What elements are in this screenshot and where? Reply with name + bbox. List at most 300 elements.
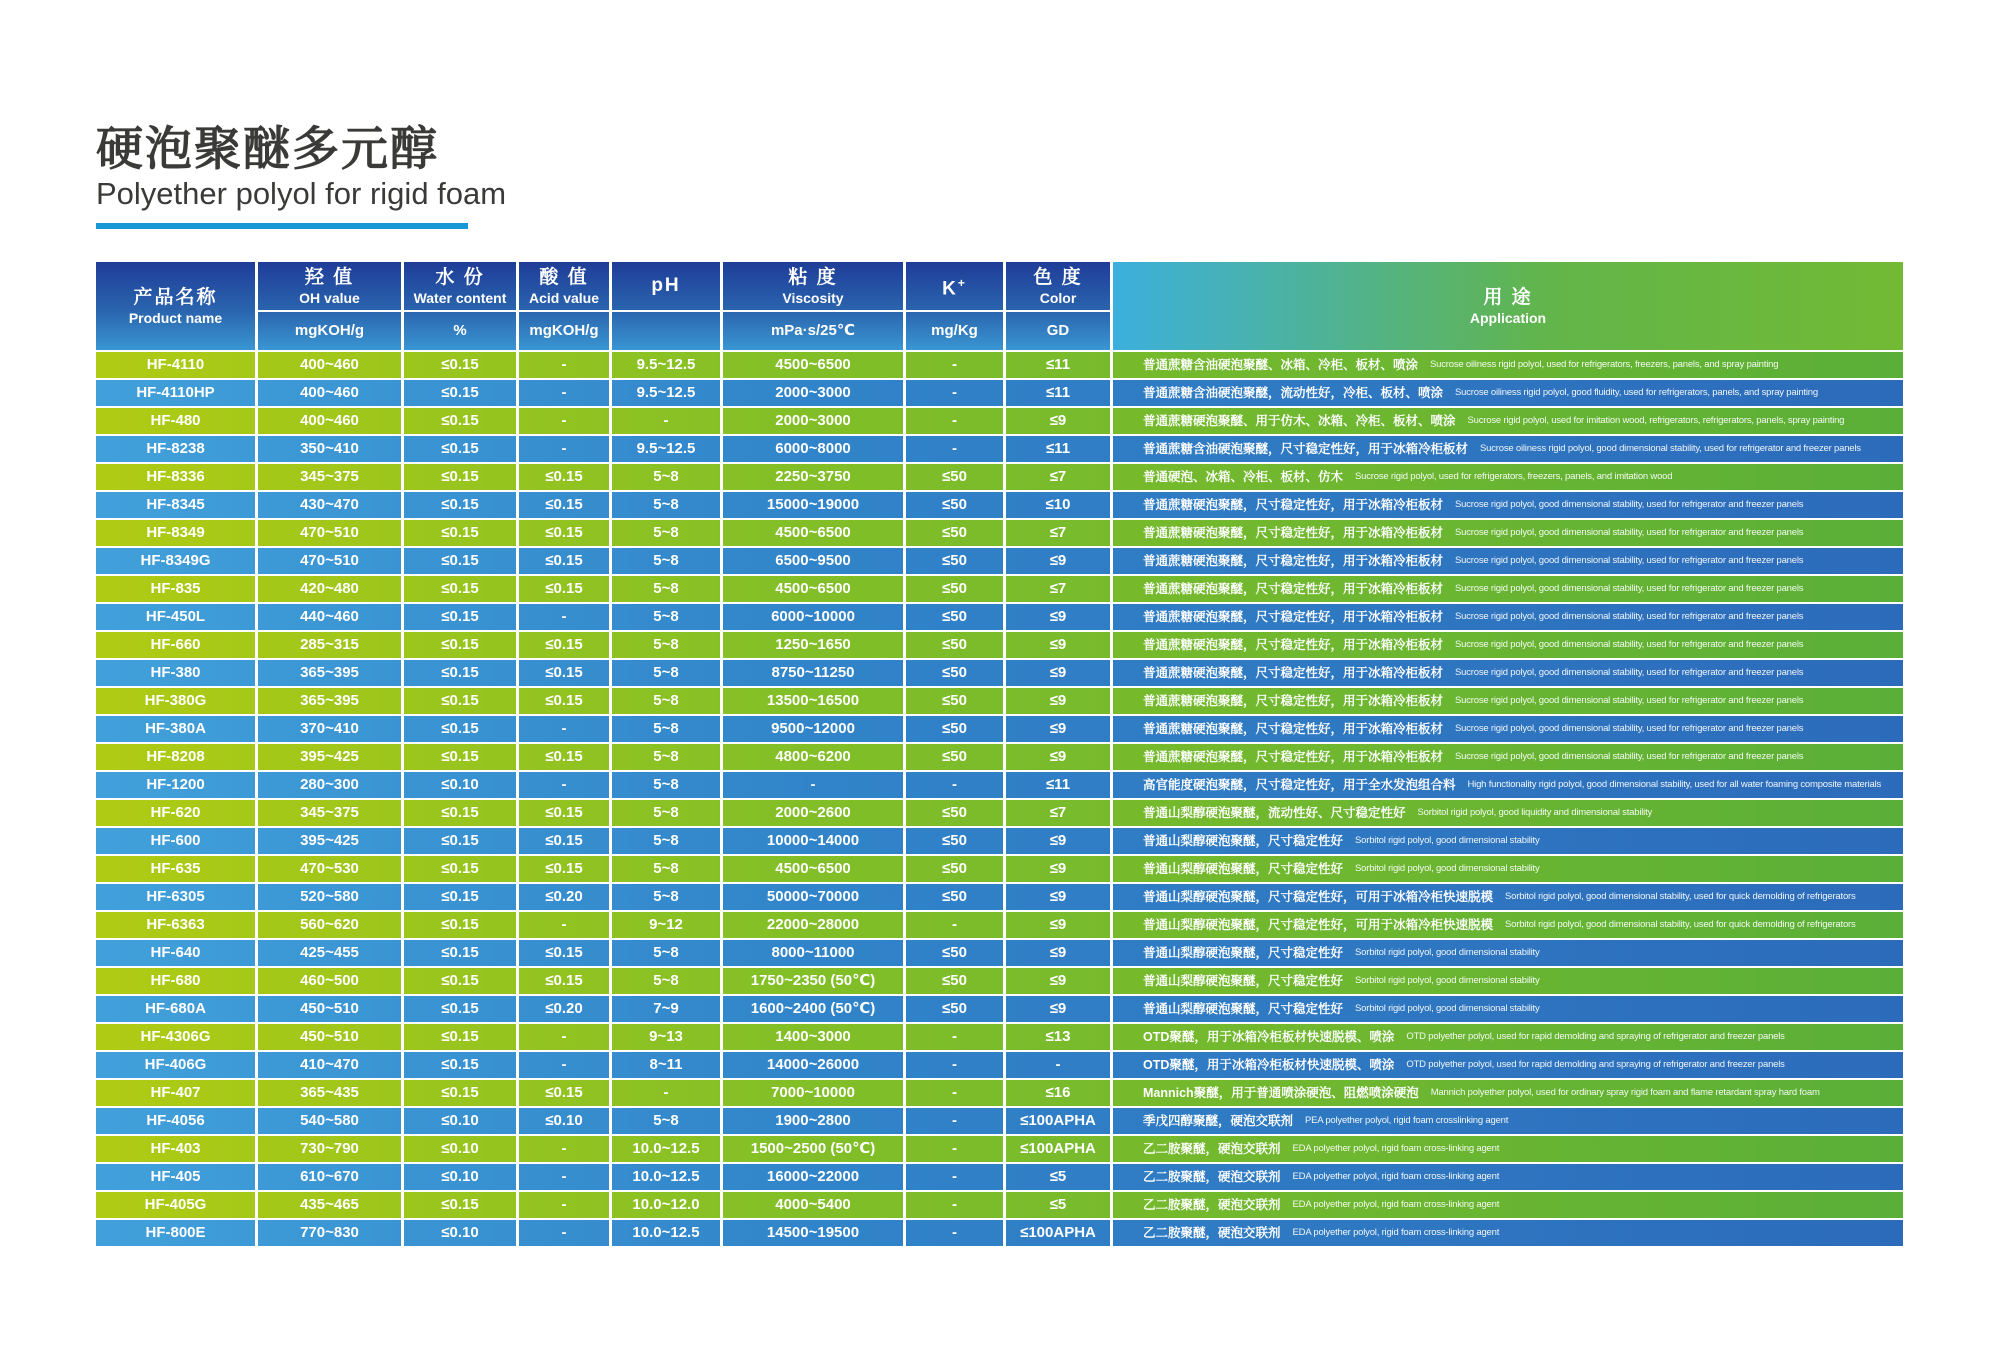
title-underline: [96, 223, 468, 229]
application-cell: [1113, 772, 1903, 798]
product-name-cell: HF-406G: [96, 1052, 258, 1078]
potassium-cell: ≤50: [906, 968, 1006, 994]
water-content-cell: ≤0.15: [404, 1192, 519, 1218]
color-cell: ≤9: [1006, 940, 1113, 966]
product-name-cell: HF-8336: [96, 464, 258, 490]
application-cell: [1113, 716, 1903, 742]
application-text-en: Sorbitol rigid polyol, good dimensional stability: [1355, 863, 1540, 874]
potassium-cell: ≤50: [906, 688, 1006, 714]
acid-value-cell: ≤0.15: [519, 828, 612, 854]
product-name-cell: HF-450L: [96, 604, 258, 630]
header-label-en: Acid value: [528, 289, 600, 306]
color-cell: ≤7: [1006, 800, 1113, 826]
color-cell: ≤7: [1006, 520, 1113, 546]
ph-cell: 5~8: [612, 492, 723, 518]
acid-value-cell: ≤0.10: [519, 1108, 612, 1134]
application-text-cn: 乙二胺聚醚，硬泡交联剂: [1143, 1198, 1281, 1212]
table-row: [96, 856, 1903, 882]
viscosity-cell: 13500~16500: [723, 688, 906, 714]
product-name-cell: HF-8345: [96, 492, 258, 518]
color-cell: -: [1006, 1052, 1113, 1078]
potassium-cell: ≤50: [906, 884, 1006, 910]
application-text-en: Sucrose rigid polyol, good dimensional stability, used for refrigerator and freezer panels: [1455, 611, 1804, 622]
oh-value-cell: 425~455: [258, 940, 404, 966]
application-text-en: Sucrose rigid polyol, good dimensional stability, used for refrigerator and freezer panels: [1455, 555, 1804, 566]
color-cell: ≤9: [1006, 968, 1113, 994]
potassium-cell: ≤50: [906, 492, 1006, 518]
application-text-cn: 普通山梨醇硬泡聚醚，尺寸稳定性好: [1143, 834, 1344, 848]
application-text-en: EDA polyether polyol, rigid foam cross-linking agent: [1292, 1143, 1500, 1154]
ph-cell: 5~8: [612, 772, 723, 798]
application-text-cn: 普通山梨醇硬泡聚醚，尺寸稳定性好，可用于冰箱冷柜快速脱模: [1143, 918, 1494, 932]
water-content-cell: ≤0.15: [404, 436, 519, 462]
viscosity-cell: 1750~2350 (50℃): [723, 968, 906, 994]
ph-cell: 5~8: [612, 856, 723, 882]
table-row: [96, 912, 1903, 938]
acid-value-cell: -: [519, 1052, 612, 1078]
ph-cell: 10.0~12.5: [612, 1164, 723, 1190]
application-text-cn: 普通山梨醇硬泡聚醚，尺寸稳定性好: [1143, 946, 1344, 960]
col-header-acid-value: [519, 262, 612, 350]
potassium-cell: -: [906, 352, 1006, 378]
table-row: [96, 1080, 1903, 1106]
potassium-superscript: +: [957, 275, 967, 290]
header-unit: [612, 312, 720, 348]
oh-value-cell: 770~830: [258, 1220, 404, 1246]
application-text-cn: 普通蔗糖硬泡聚醚，尺寸稳定性好，用于冰箱冷柜板材: [1143, 638, 1444, 652]
application-text-en: Sorbitol rigid polyol, good dimensional stability: [1355, 975, 1540, 986]
application-text-cn: 普通山梨醇硬泡聚醚，尺寸稳定性好，可用于冰箱冷柜快速脱模: [1143, 890, 1494, 904]
product-name-cell: HF-660: [96, 632, 258, 658]
color-cell: ≤9: [1006, 632, 1113, 658]
potassium-cell: ≤50: [906, 940, 1006, 966]
application-text-en: Sucrose oiliness rigid polyol, good fluidity, used for refrigerators, panels, and spray painting: [1455, 387, 1818, 398]
ph-cell: 8~11: [612, 1052, 723, 1078]
header-label-cn: pH: [651, 275, 681, 296]
product-name-cell: HF-380A: [96, 716, 258, 742]
ph-cell: 5~8: [612, 660, 723, 686]
acid-value-cell: ≤0.15: [519, 660, 612, 686]
header-label-cn: 色 度: [1033, 266, 1083, 288]
water-content-cell: ≤0.15: [404, 828, 519, 854]
application-text-cn: 普通硬泡、冰箱、冷柜、板材、仿木: [1143, 470, 1344, 484]
ph-cell: 5~8: [612, 968, 723, 994]
header-label-en: Product name: [128, 309, 223, 326]
page-title: 硬泡聚醚多元醇: [96, 122, 439, 175]
water-content-cell: ≤0.15: [404, 520, 519, 546]
application-text-cn: 普通蔗糖硬泡聚醚，尺寸稳定性好，用于冰箱冷柜板材: [1143, 666, 1444, 680]
acid-value-cell: ≤0.20: [519, 884, 612, 910]
product-name-cell: HF-380G: [96, 688, 258, 714]
potassium-cell: ≤50: [906, 744, 1006, 770]
ph-cell: 10.0~12.5: [612, 1136, 723, 1162]
acid-value-cell: -: [519, 408, 612, 434]
acid-value-cell: -: [519, 1024, 612, 1050]
acid-value-cell: ≤0.15: [519, 744, 612, 770]
product-name-cell: HF-600: [96, 828, 258, 854]
acid-value-cell: -: [519, 1192, 612, 1218]
color-cell: ≤5: [1006, 1164, 1113, 1190]
color-cell: ≤7: [1006, 464, 1113, 490]
table-header: [96, 262, 1903, 350]
product-table: [96, 262, 1903, 1246]
oh-value-cell: 400~460: [258, 408, 404, 434]
application-text-cn: 乙二胺聚醚，硬泡交联剂: [1143, 1142, 1281, 1156]
acid-value-cell: ≤0.15: [519, 632, 612, 658]
potassium-cell: -: [906, 1164, 1006, 1190]
product-name-cell: HF-4306G: [96, 1024, 258, 1050]
color-cell: ≤11: [1006, 352, 1113, 378]
application-cell: [1113, 436, 1903, 462]
application-text-cn: 普通蔗糖硬泡聚醚，尺寸稳定性好，用于冰箱冷柜板材: [1143, 498, 1444, 512]
viscosity-cell: 8750~11250: [723, 660, 906, 686]
application-text-en: Sorbitol rigid polyol, good dimensional stability, used for quick demolding of refrigerators: [1505, 919, 1856, 930]
oh-value-cell: 610~670: [258, 1164, 404, 1190]
acid-value-cell: -: [519, 436, 612, 462]
application-cell: [1113, 856, 1903, 882]
application-cell: [1113, 408, 1903, 434]
application-cell: [1113, 884, 1903, 910]
col-header-potassium: [906, 262, 1006, 350]
oh-value-cell: 470~530: [258, 856, 404, 882]
potassium-cell: ≤50: [906, 632, 1006, 658]
table-row: [96, 1136, 1903, 1162]
application-cell: [1113, 1164, 1903, 1190]
col-header-water-content: [404, 262, 519, 350]
oh-value-cell: 420~480: [258, 576, 404, 602]
potassium-cell: -: [906, 436, 1006, 462]
color-cell: ≤100APHA: [1006, 1136, 1113, 1162]
application-text-en: OTD polyether polyol, used for rapid demolding and spraying of refrigerator and freezer panels: [1406, 1031, 1785, 1042]
application-cell: [1113, 912, 1903, 938]
water-content-cell: ≤0.15: [404, 716, 519, 742]
ph-cell: 5~8: [612, 828, 723, 854]
ph-cell: 9~12: [612, 912, 723, 938]
ph-cell: 5~8: [612, 520, 723, 546]
table-row: [96, 520, 1903, 546]
product-name-cell: HF-8349: [96, 520, 258, 546]
acid-value-cell: -: [519, 912, 612, 938]
application-cell: [1113, 1024, 1903, 1050]
color-cell: ≤9: [1006, 884, 1113, 910]
water-content-cell: ≤0.15: [404, 632, 519, 658]
application-cell: [1113, 800, 1903, 826]
header-label-en: Viscosity: [782, 289, 844, 306]
oh-value-cell: 450~510: [258, 996, 404, 1022]
table-row: [96, 1220, 1903, 1246]
application-cell: [1113, 1136, 1903, 1162]
application-cell: [1113, 380, 1903, 406]
color-cell: ≤9: [1006, 912, 1113, 938]
oh-value-cell: 450~510: [258, 1024, 404, 1050]
application-text-cn: Mannich聚醚，用于普通喷涂硬泡、阻燃喷涂硬泡: [1143, 1086, 1419, 1100]
potassium-cell: -: [906, 380, 1006, 406]
color-cell: ≤9: [1006, 716, 1113, 742]
application-cell: [1113, 1192, 1903, 1218]
water-content-cell: ≤0.15: [404, 408, 519, 434]
application-cell: [1113, 1108, 1903, 1134]
table-row: [96, 996, 1903, 1022]
ph-cell: 5~8: [612, 464, 723, 490]
water-content-cell: ≤0.15: [404, 1080, 519, 1106]
product-name-cell: HF-8208: [96, 744, 258, 770]
application-text-en: EDA polyether polyol, rigid foam cross-linking agent: [1292, 1199, 1500, 1210]
acid-value-cell: ≤0.15: [519, 464, 612, 490]
water-content-cell: ≤0.15: [404, 940, 519, 966]
table-row: [96, 660, 1903, 686]
potassium-cell: ≤50: [906, 996, 1006, 1022]
oh-value-cell: 470~510: [258, 548, 404, 574]
application-text-cn: 乙二胺聚醚，硬泡交联剂: [1143, 1226, 1281, 1240]
acid-value-cell: ≤0.15: [519, 548, 612, 574]
water-content-cell: ≤0.15: [404, 548, 519, 574]
header-cell: [723, 262, 903, 312]
ph-cell: 5~8: [612, 884, 723, 910]
viscosity-cell: 14000~26000: [723, 1052, 906, 1078]
application-text-en: Sorbitol rigid polyol, good liquidity and dimensional stability: [1417, 807, 1653, 818]
table-row: [96, 828, 1903, 854]
application-text-cn: 普通山梨醇硬泡聚醚，流动性好、尺寸稳定性好: [1143, 806, 1406, 820]
application-cell: [1113, 464, 1903, 490]
viscosity-cell: 1500~2500 (50℃): [723, 1136, 906, 1162]
product-name-cell: HF-407: [96, 1080, 258, 1106]
application-cell: [1113, 520, 1903, 546]
application-cell: [1113, 604, 1903, 630]
oh-value-cell: 395~425: [258, 744, 404, 770]
application-text-en: Sorbitol rigid polyol, good dimensional stability, used for quick demolding of refrigerators: [1505, 891, 1856, 902]
product-name-cell: HF-680A: [96, 996, 258, 1022]
application-text-cn: 普通蔗糖硬泡聚醚、用于仿木、冰箱、冷柜、板材、喷涂: [1143, 414, 1456, 428]
header-label-cn: 羟 值: [304, 266, 355, 288]
oh-value-cell: 430~470: [258, 492, 404, 518]
product-name-cell: HF-6305: [96, 884, 258, 910]
header-cell: [519, 262, 609, 312]
color-cell: ≤11: [1006, 772, 1113, 798]
ph-cell: 5~8: [612, 716, 723, 742]
acid-value-cell: ≤0.15: [519, 800, 612, 826]
potassium-cell: ≤50: [906, 716, 1006, 742]
application-cell: [1113, 968, 1903, 994]
application-cell: [1113, 660, 1903, 686]
color-cell: ≤9: [1006, 688, 1113, 714]
product-name-cell: HF-1200: [96, 772, 258, 798]
application-cell: [1113, 1052, 1903, 1078]
product-name-cell: HF-8349G: [96, 548, 258, 574]
ph-cell: 10.0~12.5: [612, 1220, 723, 1246]
table-row: [96, 800, 1903, 826]
application-text-en: Sucrose rigid polyol, good dimensional stability, used for refrigerator and freezer panels: [1455, 499, 1804, 510]
header-label-en: Application: [1469, 309, 1547, 326]
ph-cell: 9.5~12.5: [612, 436, 723, 462]
table-row: [96, 408, 1903, 434]
viscosity-cell: 9500~12000: [723, 716, 906, 742]
header-unit: mPa·s/25℃: [770, 322, 856, 339]
application-cell: [1113, 1220, 1903, 1246]
viscosity-cell: 1250~1650: [723, 632, 906, 658]
application-text-en: Sucrose rigid polyol, good dimensional stability, used for refrigerator and freezer panels: [1455, 639, 1804, 650]
product-name-cell: HF-620: [96, 800, 258, 826]
acid-value-cell: -: [519, 716, 612, 742]
application-text-cn: 普通山梨醇硬泡聚醚，尺寸稳定性好: [1143, 1002, 1344, 1016]
application-text-cn: 普通蔗糖硬泡聚醚，尺寸稳定性好，用于冰箱冷柜板材: [1143, 750, 1444, 764]
viscosity-cell: 2250~3750: [723, 464, 906, 490]
viscosity-cell: 4500~6500: [723, 576, 906, 602]
potassium-cell: -: [906, 1080, 1006, 1106]
application-text-en: Sucrose oiliness rigid polyol, used for refrigerators, freezers, panels, and spray painting: [1430, 359, 1779, 370]
water-content-cell: ≤0.15: [404, 912, 519, 938]
potassium-cell: ≤50: [906, 828, 1006, 854]
application-text-cn: 普通蔗糖硬泡聚醚，尺寸稳定性好，用于冰箱冷柜板材: [1143, 582, 1444, 596]
product-name-cell: HF-405: [96, 1164, 258, 1190]
table-row: [96, 744, 1903, 770]
acid-value-cell: ≤0.15: [519, 576, 612, 602]
product-name-cell: HF-800E: [96, 1220, 258, 1246]
application-text-cn: 普通蔗糖含油硬泡聚醚、冰箱、冷柜、板材、喷涂: [1143, 358, 1419, 372]
viscosity-cell: 1600~2400 (50℃): [723, 996, 906, 1022]
color-cell: ≤9: [1006, 996, 1113, 1022]
table-body: [96, 352, 1903, 1246]
potassium-cell: -: [906, 1024, 1006, 1050]
application-text-cn: 普通蔗糖含油硬泡聚醚，尺寸稳定性好，用于冰箱冷柜板材: [1143, 442, 1469, 456]
water-content-cell: ≤0.15: [404, 380, 519, 406]
application-text-en: Sucrose rigid polyol, good dimensional stability, used for refrigerator and freezer panels: [1455, 695, 1804, 706]
application-text-en: Sucrose rigid polyol, used for refrigerators, freezers, panels, and imitation wood: [1355, 471, 1673, 482]
acid-value-cell: ≤0.15: [519, 492, 612, 518]
water-content-cell: ≤0.10: [404, 772, 519, 798]
oh-value-cell: 365~435: [258, 1080, 404, 1106]
water-content-cell: ≤0.15: [404, 1024, 519, 1050]
oh-value-cell: 440~460: [258, 604, 404, 630]
ph-cell: -: [612, 1080, 723, 1106]
product-name-cell: HF-4110: [96, 352, 258, 378]
header-cell: [906, 262, 1003, 312]
ph-cell: 5~8: [612, 688, 723, 714]
ph-cell: 7~9: [612, 996, 723, 1022]
acid-value-cell: -: [519, 1220, 612, 1246]
viscosity-cell: 22000~28000: [723, 912, 906, 938]
water-content-cell: ≤0.15: [404, 856, 519, 882]
color-cell: ≤11: [1006, 436, 1113, 462]
potassium-cell: -: [906, 772, 1006, 798]
table-row: [96, 940, 1903, 966]
table-row: [96, 772, 1903, 798]
viscosity-cell: 4800~6200: [723, 744, 906, 770]
color-cell: ≤100APHA: [1006, 1108, 1113, 1134]
acid-value-cell: ≤0.15: [519, 968, 612, 994]
color-cell: ≤9: [1006, 744, 1113, 770]
table-row: [96, 604, 1903, 630]
water-content-cell: ≤0.15: [404, 352, 519, 378]
potassium-cell: ≤50: [906, 576, 1006, 602]
potassium-cell: ≤50: [906, 604, 1006, 630]
acid-value-cell: ≤0.20: [519, 996, 612, 1022]
application-text-en: Sorbitol rigid polyol, good dimensional stability: [1355, 1003, 1540, 1014]
potassium-cell: -: [906, 912, 1006, 938]
product-name-cell: HF-4110HP: [96, 380, 258, 406]
application-text-cn: 普通蔗糖硬泡聚醚，尺寸稳定性好，用于冰箱冷柜板材: [1143, 554, 1444, 568]
viscosity-cell: 7000~10000: [723, 1080, 906, 1106]
oh-value-cell: 410~470: [258, 1052, 404, 1078]
water-content-cell: ≤0.15: [404, 968, 519, 994]
ph-cell: 5~8: [612, 632, 723, 658]
acid-value-cell: -: [519, 352, 612, 378]
color-cell: ≤100APHA: [1006, 1220, 1113, 1246]
table-row: [96, 632, 1903, 658]
application-text-cn: 普通蔗糖硬泡聚醚，尺寸稳定性好，用于冰箱冷柜板材: [1143, 610, 1444, 624]
product-name-cell: HF-405G: [96, 1192, 258, 1218]
application-cell: [1113, 744, 1903, 770]
table-row: [96, 548, 1903, 574]
ph-cell: 5~8: [612, 940, 723, 966]
application-cell: [1113, 940, 1903, 966]
color-cell: ≤9: [1006, 408, 1113, 434]
header-unit: mgKOH/g: [294, 321, 365, 339]
acid-value-cell: ≤0.15: [519, 688, 612, 714]
oh-value-cell: 395~425: [258, 828, 404, 854]
water-content-cell: ≤0.15: [404, 884, 519, 910]
header-label-en: OH value: [299, 289, 360, 306]
application-cell: [1113, 576, 1903, 602]
product-name-cell: HF-380: [96, 660, 258, 686]
viscosity-cell: 4500~6500: [723, 352, 906, 378]
oh-value-cell: 520~580: [258, 884, 404, 910]
oh-value-cell: 350~410: [258, 436, 404, 462]
header-label-cn: 水 份: [435, 266, 485, 288]
application-text-cn: 普通蔗糖含油硬泡聚醚，流动性好，冷柜、板材、喷涂: [1143, 386, 1444, 400]
table-row: [96, 380, 1903, 406]
col-header-application: [1113, 262, 1903, 350]
application-text-en: Sucrose rigid polyol, good dimensional stability, used for refrigerator and freezer panels: [1455, 583, 1804, 594]
acid-value-cell: -: [519, 1136, 612, 1162]
oh-value-cell: 560~620: [258, 912, 404, 938]
oh-value-cell: 470~510: [258, 520, 404, 546]
ph-cell: 5~8: [612, 548, 723, 574]
application-text-en: PEA polyether polyol, rigid foam crosslinking agent: [1305, 1115, 1509, 1126]
acid-value-cell: ≤0.15: [519, 940, 612, 966]
oh-value-cell: 280~300: [258, 772, 404, 798]
application-text-en: EDA polyether polyol, rigid foam cross-linking agent: [1292, 1227, 1500, 1238]
ph-cell: 5~8: [612, 604, 723, 630]
table-row: [96, 576, 1903, 602]
oh-value-cell: 460~500: [258, 968, 404, 994]
col-header-ph: [612, 262, 723, 350]
header-unit: GD: [1046, 321, 1070, 339]
oh-value-cell: 365~395: [258, 688, 404, 714]
oh-value-cell: 345~375: [258, 800, 404, 826]
product-name-cell: HF-640: [96, 940, 258, 966]
application-text-cn: 普通蔗糖硬泡聚醚，尺寸稳定性好，用于冰箱冷柜板材: [1143, 694, 1444, 708]
header-cell: [258, 262, 401, 312]
ph-cell: 5~8: [612, 744, 723, 770]
table-row: [96, 352, 1903, 378]
viscosity-cell: 4500~6500: [723, 520, 906, 546]
application-text-en: High functionality rigid polyol, good dimensional stability, used for all water foaming composite materials: [1467, 779, 1882, 790]
water-content-cell: ≤0.15: [404, 688, 519, 714]
application-text-cn: 高官能度硬泡聚醚，尺寸稳定性好，用于全水发泡组合料: [1143, 778, 1456, 792]
potassium-cell: ≤50: [906, 464, 1006, 490]
product-name-cell: HF-680: [96, 968, 258, 994]
oh-value-cell: 285~315: [258, 632, 404, 658]
application-cell: [1113, 492, 1903, 518]
viscosity-cell: 4000~5400: [723, 1192, 906, 1218]
application-cell: [1113, 548, 1903, 574]
color-cell: ≤9: [1006, 548, 1113, 574]
header-label-en: Water content: [413, 289, 507, 306]
acid-value-cell: -: [519, 380, 612, 406]
viscosity-cell: 14500~19500: [723, 1220, 906, 1246]
color-cell: ≤5: [1006, 1192, 1113, 1218]
ph-cell: -: [612, 408, 723, 434]
